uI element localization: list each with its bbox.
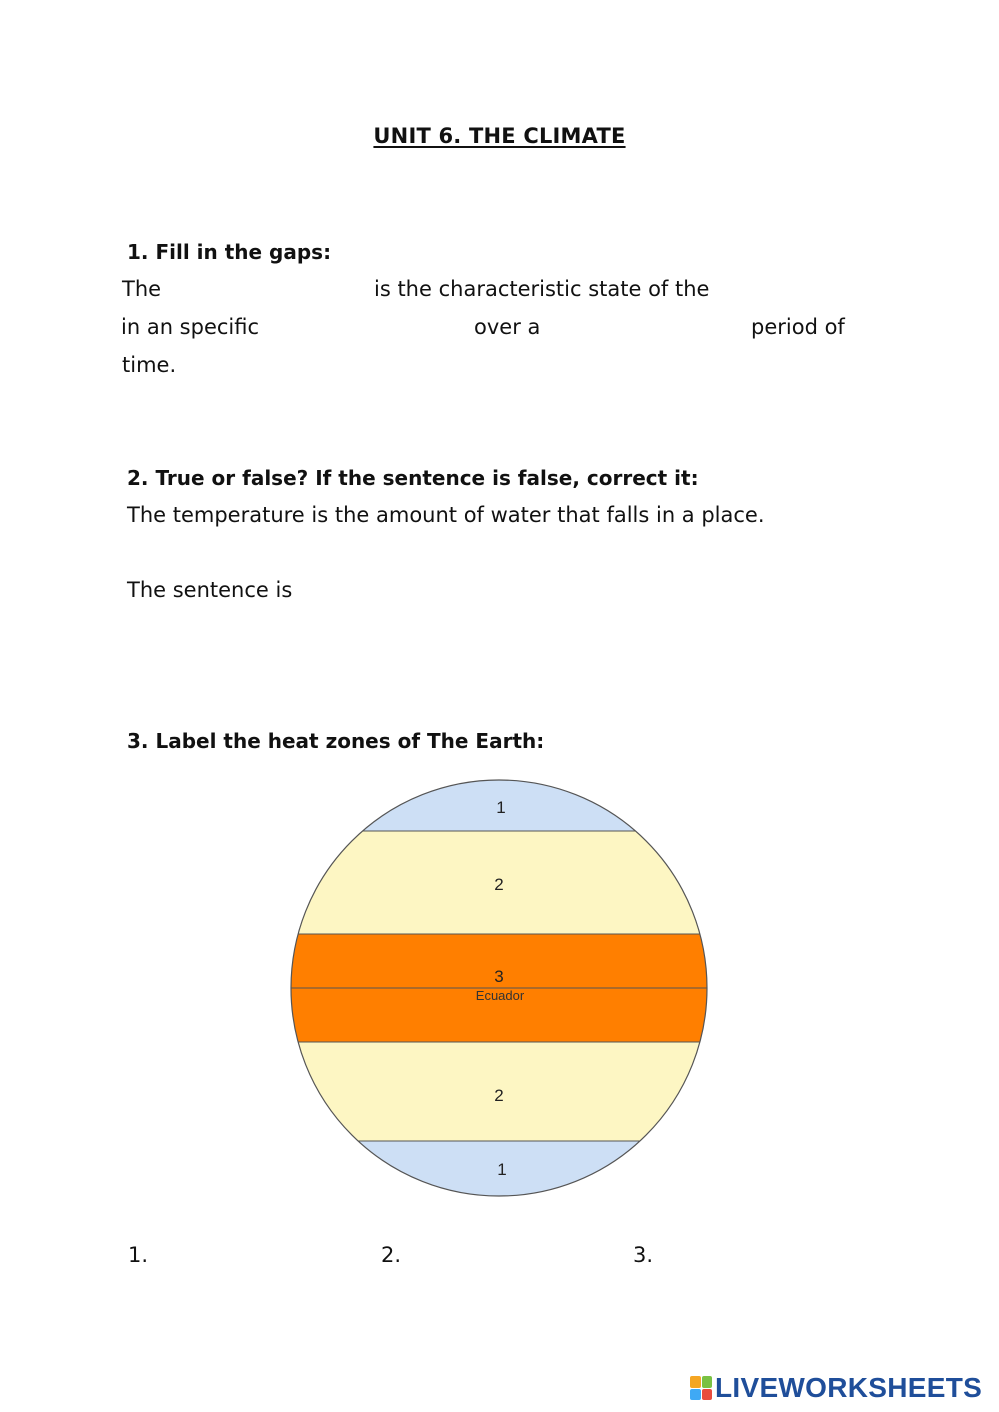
answer-2-input[interactable] bbox=[408, 1243, 608, 1271]
q1-gap-2-input[interactable] bbox=[746, 278, 866, 306]
earth-heat-zones-diagram bbox=[289, 777, 709, 1199]
answer-label-3: 3. bbox=[633, 1243, 654, 1267]
answer-label-2: 2. bbox=[381, 1243, 402, 1267]
q1-text-the: The bbox=[122, 277, 162, 301]
q2-statement: The temperature is the amount of water that falls in a place. bbox=[127, 503, 765, 527]
q1-gap-3-input[interactable] bbox=[270, 316, 468, 344]
liveworksheets-logo bbox=[690, 1371, 982, 1405]
zone-label-polar-north: 1 bbox=[496, 798, 506, 817]
q3-heading: 3. Label the heat zones of The Earth: bbox=[127, 729, 545, 753]
logo-text: LIVEWORKSHEETS bbox=[715, 1372, 983, 1403]
logo-tile bbox=[690, 1376, 701, 1388]
answer-label-1: 1. bbox=[128, 1243, 149, 1267]
answer-1-input[interactable] bbox=[156, 1243, 356, 1271]
q1-text-time: time. bbox=[122, 353, 177, 377]
logo-tile bbox=[690, 1389, 701, 1401]
q2-correction-input[interactable] bbox=[127, 618, 827, 648]
q2-heading: 2. True or false? If the sentence is false, correct it: bbox=[127, 466, 699, 490]
equator-label: Ecuador bbox=[475, 988, 525, 1003]
zone-label-polar-south: 1 bbox=[497, 1160, 507, 1179]
q2-true-false-input[interactable] bbox=[304, 579, 464, 607]
logo-mark-icon bbox=[690, 1376, 712, 1400]
q2-answer-prefix: The sentence is bbox=[127, 578, 293, 602]
q1-text-characteristic-state: is the characteristic state of the bbox=[374, 277, 710, 301]
answer-3-input[interactable] bbox=[660, 1243, 860, 1271]
zone-label-tropical: 3 bbox=[494, 967, 504, 986]
q1-gap-1-input[interactable] bbox=[170, 278, 368, 306]
q1-gap-4-input[interactable] bbox=[548, 316, 746, 344]
q1-text-over-a: over a bbox=[474, 315, 541, 339]
q1-text-in-an-specific: in an specific bbox=[121, 315, 260, 339]
zone-label-temperate-south: 2 bbox=[494, 1086, 504, 1105]
q1-heading: 1. Fill in the gaps: bbox=[127, 240, 332, 264]
logo-tile bbox=[702, 1376, 713, 1388]
q1-text-period-of: period of bbox=[751, 315, 845, 339]
zone-label-temperate-north: 2 bbox=[494, 875, 504, 894]
logo-tile bbox=[702, 1389, 713, 1401]
page-title: UNIT 6. THE CLIMATE bbox=[373, 124, 626, 148]
